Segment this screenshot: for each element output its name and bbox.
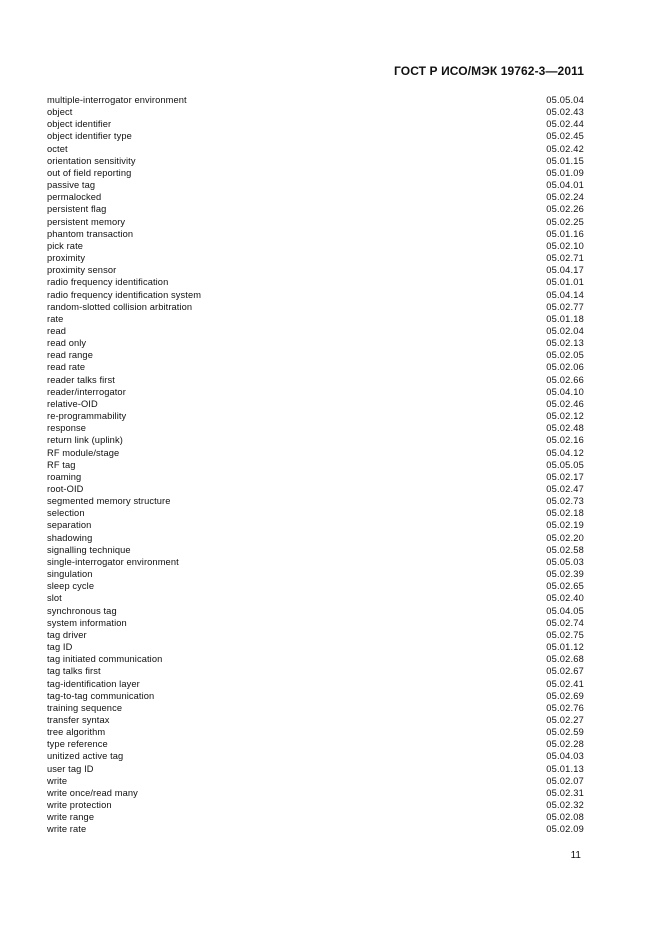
- index-reference: 05.02.67: [546, 666, 584, 677]
- index-entry: [47, 653, 584, 665]
- index-term: radio frequency identification system: [47, 289, 202, 300]
- index-entry: [47, 678, 584, 690]
- index-term: object identifier: [47, 119, 112, 130]
- index-term: persistent flag: [47, 204, 107, 215]
- index-entry: [47, 216, 584, 228]
- index-entry: [47, 665, 584, 677]
- index-reference: 05.02.45: [546, 131, 584, 142]
- index-entry: [47, 410, 584, 422]
- index-term: single-interrogator environment: [47, 556, 179, 567]
- index-entry: [47, 544, 584, 556]
- index-term: tree algorithm: [47, 727, 106, 738]
- index-reference: 05.02.46: [546, 398, 584, 409]
- index-entry: [47, 94, 584, 106]
- index-reference: 05.02.69: [546, 690, 584, 701]
- index-entry: [47, 495, 584, 507]
- index-reference: 05.04.14: [546, 289, 584, 300]
- index-reference: 05.02.20: [546, 532, 584, 543]
- index-term: read rate: [47, 362, 86, 373]
- index-term: random-slotted collision arbitration: [47, 301, 193, 312]
- index-reference: 05.04.10: [546, 386, 584, 397]
- index-entry: [47, 605, 584, 617]
- index-reference: 05.02.68: [546, 654, 584, 665]
- index-term: return link (uplink): [47, 435, 123, 446]
- index-entry: [47, 568, 584, 580]
- index-term: radio frequency identification: [47, 277, 169, 288]
- index-term: slot: [47, 593, 62, 604]
- index-entry: [47, 203, 584, 215]
- index-reference: 05.02.44: [546, 119, 584, 130]
- index-reference: 05.02.26: [546, 204, 584, 215]
- index-term: signalling technique: [47, 544, 131, 555]
- index-entry: [47, 361, 584, 373]
- index-term: octet: [47, 143, 68, 154]
- index-entry: [47, 556, 584, 568]
- index-reference: 05.02.77: [546, 301, 584, 312]
- index-term: synchronous tag: [47, 605, 117, 616]
- index-entry: [47, 459, 584, 471]
- index-reference: 05.01.12: [546, 642, 584, 653]
- index-entry: [47, 811, 584, 823]
- index-reference: 05.04.17: [546, 265, 584, 276]
- index-term: transfer syntax: [47, 714, 110, 725]
- index-term: read range: [47, 350, 93, 361]
- index-entry: [47, 799, 584, 811]
- index-reference: 05.02.32: [546, 800, 584, 811]
- index-reference: 05.02.47: [546, 484, 584, 494]
- index-reference: 05.02.08: [546, 812, 584, 823]
- index-entry: [47, 738, 584, 750]
- index-reference: 05.02.28: [546, 739, 584, 750]
- index-entry: [47, 483, 584, 495]
- index-entry: [47, 641, 584, 653]
- index-term: tag initiated communication: [47, 654, 163, 665]
- index-reference: 05.02.27: [546, 714, 584, 725]
- index-reference: 05.02.24: [546, 192, 584, 203]
- index-term: persistent memory: [47, 216, 126, 227]
- index-entry: [47, 398, 584, 410]
- index-term: tag ID: [47, 642, 73, 653]
- index-term: RF tag: [47, 459, 76, 470]
- index-term: re-programmability: [47, 411, 127, 422]
- index-reference: 05.02.75: [546, 629, 584, 640]
- index-entry: [47, 702, 584, 714]
- index-term: proximity: [47, 253, 86, 264]
- index-entry: [47, 106, 584, 118]
- index-reference: 05.02.48: [546, 423, 584, 434]
- index-entry: [47, 252, 584, 264]
- index-reference: 05.01.15: [546, 155, 584, 166]
- standard-header: ГОСТ Р ИСО/МЭК 19762-3—2011: [394, 64, 584, 78]
- index-term: RF module/stage: [47, 447, 120, 458]
- index-reference: 05.02.13: [546, 338, 584, 349]
- index-reference: 05.02.12: [546, 411, 584, 422]
- index-entry: [47, 301, 584, 313]
- index-entry: [47, 519, 584, 531]
- index-term: phantom transaction: [47, 228, 134, 239]
- index-entry: [47, 532, 584, 544]
- index-reference: 05.02.18: [546, 508, 584, 519]
- index-entry: [47, 337, 584, 349]
- index-entry: [47, 155, 584, 167]
- index-reference: 05.02.71: [546, 253, 584, 264]
- index-term: reader/interrogator: [47, 386, 126, 397]
- index-entry: [47, 313, 584, 325]
- index-term: orientation sensitivity: [47, 155, 136, 166]
- index-entry: [47, 289, 584, 301]
- index-reference: 05.02.17: [546, 471, 584, 482]
- index-reference: 05.01.13: [546, 763, 584, 774]
- index-term: type reference: [47, 739, 108, 750]
- index-entry: [47, 130, 584, 142]
- index-reference: 05.02.07: [546, 775, 584, 786]
- index-reference: 05.05.04: [546, 95, 584, 105]
- index-reference: 05.02.58: [546, 544, 584, 555]
- index-reference: 05.02.59: [546, 727, 584, 738]
- index-term: out of field reporting: [47, 167, 132, 178]
- index-entry: [47, 143, 584, 155]
- index-reference: 05.01.09: [546, 167, 584, 178]
- index-reference: 05.02.05: [546, 350, 584, 361]
- index-entry: [47, 118, 584, 130]
- index-entry: [47, 179, 584, 191]
- index-entry: [47, 349, 584, 361]
- page-number: 11: [570, 850, 581, 861]
- index-term: tag-to-tag communication: [47, 690, 155, 701]
- index-term: proximity sensor: [47, 265, 117, 276]
- index-entry: [47, 374, 584, 386]
- index-term: user tag ID: [47, 763, 94, 774]
- index-term: response: [47, 423, 87, 434]
- index-reference: 05.05.05: [546, 459, 584, 470]
- index-term: permalocked: [47, 192, 102, 203]
- index-entry: [47, 690, 584, 702]
- index-reference: 05.02.76: [546, 702, 584, 713]
- index-entry: [47, 714, 584, 726]
- index-reference: 05.02.65: [546, 581, 584, 592]
- index-term: read: [47, 325, 67, 336]
- index-entry: [47, 471, 584, 483]
- index-entry: [47, 750, 584, 762]
- index-entry: [47, 726, 584, 738]
- index-term: write: [47, 775, 68, 786]
- index-entry: [47, 592, 584, 604]
- index-term: singulation: [47, 569, 93, 580]
- index-entry: [47, 580, 584, 592]
- index-term: system information: [47, 617, 127, 628]
- index-reference: 05.02.40: [546, 593, 584, 604]
- index-entry: [47, 434, 584, 446]
- index-entry: [47, 617, 584, 629]
- index-entry: [47, 507, 584, 519]
- index-reference: 05.02.19: [546, 520, 584, 531]
- index-term: tag-identification layer: [47, 678, 140, 689]
- index-term: unitized active tag: [47, 751, 124, 762]
- index-reference: 05.02.66: [546, 374, 584, 385]
- index-term: separation: [47, 520, 92, 531]
- term-index-list: [47, 94, 584, 836]
- index-term: shadowing: [47, 532, 93, 543]
- index-reference: 05.01.18: [546, 313, 584, 324]
- index-term: write rate: [47, 824, 87, 835]
- index-reference: 05.01.01: [546, 277, 584, 288]
- index-term: write once/read many: [47, 787, 138, 798]
- index-term: sleep cycle: [47, 581, 95, 592]
- index-reference: 05.05.03: [546, 556, 584, 567]
- index-reference: 05.02.10: [546, 240, 584, 251]
- index-reference: 05.04.05: [546, 605, 584, 616]
- index-term: write range: [47, 812, 95, 823]
- index-term: multiple-interrogator environment: [47, 95, 187, 105]
- index-reference: 05.02.74: [546, 617, 584, 628]
- index-reference: 05.02.04: [546, 325, 584, 336]
- index-reference: 05.02.09: [546, 824, 584, 835]
- index-entry: [47, 264, 584, 276]
- index-reference: 05.02.39: [546, 569, 584, 580]
- index-term: root-OID: [47, 484, 84, 494]
- index-reference: 05.02.41: [546, 678, 584, 689]
- index-entry: [47, 629, 584, 641]
- index-term: selection: [47, 508, 85, 519]
- index-term: reader talks first: [47, 374, 115, 385]
- index-reference: 05.04.01: [546, 180, 584, 191]
- index-term: object: [47, 107, 73, 118]
- index-reference: 05.02.06: [546, 362, 584, 373]
- index-reference: 05.04.12: [546, 447, 584, 458]
- index-entry: [47, 823, 584, 835]
- index-reference: 05.02.73: [546, 496, 584, 507]
- index-term: passive tag: [47, 180, 96, 191]
- index-entry: [47, 276, 584, 288]
- index-reference: 05.02.43: [546, 107, 584, 118]
- index-entry: [47, 325, 584, 337]
- index-entry: [47, 775, 584, 787]
- index-entry: [47, 191, 584, 203]
- index-entry: [47, 422, 584, 434]
- index-reference: 05.04.03: [546, 751, 584, 762]
- index-term: segmented memory structure: [47, 496, 171, 507]
- index-reference: 05.02.42: [546, 143, 584, 154]
- index-term: relative-OID: [47, 398, 98, 409]
- index-term: roaming: [47, 471, 82, 482]
- index-term: read only: [47, 338, 87, 349]
- index-reference: 05.01.16: [546, 228, 584, 239]
- index-entry: [47, 787, 584, 799]
- index-term: object identifier type: [47, 131, 132, 142]
- index-reference: 05.02.31: [546, 787, 584, 798]
- index-term: tag driver: [47, 629, 87, 640]
- index-reference: 05.02.16: [546, 435, 584, 446]
- index-entry: [47, 240, 584, 252]
- index-entry: [47, 763, 584, 775]
- index-entry: [47, 447, 584, 459]
- index-term: write protection: [47, 800, 112, 811]
- index-reference: 05.02.25: [546, 216, 584, 227]
- index-term: training sequence: [47, 702, 123, 713]
- index-entry: [47, 228, 584, 240]
- index-term: pick rate: [47, 240, 84, 251]
- index-term: tag talks first: [47, 666, 101, 677]
- index-entry: [47, 386, 584, 398]
- index-term: rate: [47, 313, 64, 324]
- index-entry: [47, 167, 584, 179]
